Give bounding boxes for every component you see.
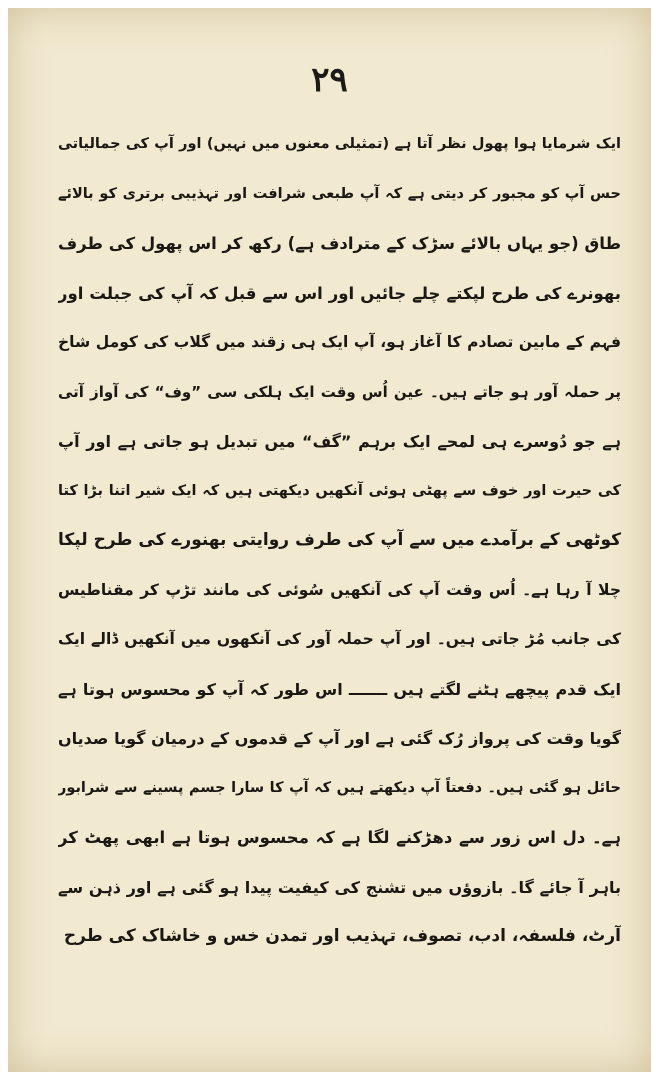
text-line: کوٹھی کے برآمدے میں سے آپ کی طرف روایتی بھنورے کی طرح لپکا [58,530,621,550]
text-line: ہے جو دُوسرے ہی لمحے ایک برہم ”گف“ میں تبدیل ہو جاتی ہے اور آپ [58,432,621,451]
text-line: بھونرے کی طرح لپکتے چلے جائیں اور اس سے قبل کہ آپ کی جبلت اور [58,283,621,303]
text-line: آرٹ، فلسفہ، ادب، تصوف، تہذیب اور تمدن خس و خاشاک کی طرح [63,926,621,946]
text-line: ایک قدم پیچھے ہٹنے لگتے ہیں ـــــــ اس طور کہ آپ کو محسوس ہوتا ہے [58,679,621,699]
page-number: ۲۹ [311,60,348,100]
book-page [8,8,651,1072]
text-line: حائل ہو گئی ہیں۔ دفعتاً آپ دیکھتے ہیں کہ آپ کا سارا جسم پسینے سے شرابور [58,779,621,796]
text-line: ہے۔ دل اس زور سے دھڑکنے لگا ہے کہ محسوس ہوتا ہے ابھی پھٹ کر [58,828,621,847]
text-line: حس آپ کو مجبور کر دیتی ہے کہ آپ طبعی شرافت اور تہذیبی برتری کو بالائے [58,185,621,202]
text-line: ایک شرمایا ہوا پھول نظر آتا ہے (تمثیلی معنوں میں نہیں) اور آپ کی جمالیاتی [58,136,621,152]
text-line: طاق (جو یہاں بالائے سڑک کے مترادف ہے) رکھ کر اس پھول کی طرف [58,234,621,253]
text-line: باہر آ جائے گا۔ بازوؤں میں تشنج کی کیفیت پیدا ہو گئی ہے اور ذہن سے [58,877,621,897]
text-line: پر حملہ آور ہو جاتے ہیں۔ عین اُس وقت ایک ہلکی سی ”وف“ کی آواز آتی [58,382,621,401]
text-line: کی حیرت اور خوف سے پھٹی ہوئی آنکھیں دیکھتی ہیں کہ ایک شیر اتنا بڑا کتا [58,482,621,499]
text-line: چلا آ رہا ہے۔ اُس وقت آپ کی آنکھیں سُوئی کی مانند تڑپ کر مقناطیس [58,580,621,599]
body-text [58,120,621,962]
text-line: فہم کے مابین تصادم کا آغاز ہو، آپ ایک ہی زقند میں گلاب کی کومل شاخ [58,333,621,351]
text-line: کی جانب مُڑ جاتی ہیں۔ اور آپ حملہ آور کی آنکھوں میں آنکھیں ڈالے ایک [58,630,621,648]
text-line: گویا وقت کی پرواز رُک گئی ہے اور آپ کے قدموں کے درمیان گویا صدیاں [58,729,621,748]
